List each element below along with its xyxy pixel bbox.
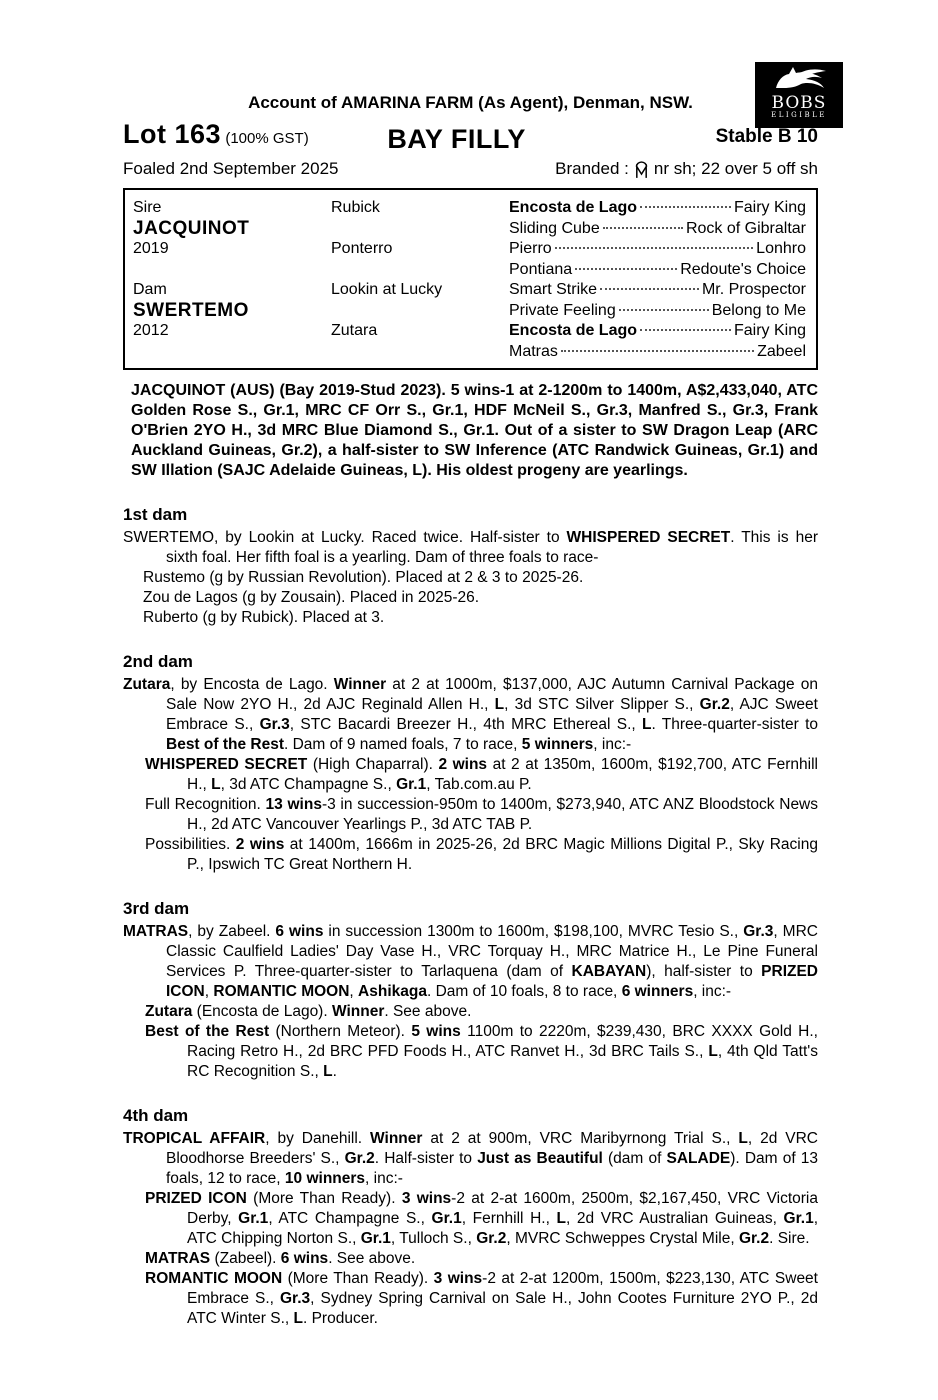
- sire-sire: Rubick: [331, 199, 380, 216]
- plain-text: , inc:-: [365, 1170, 403, 1187]
- dam-section: [123, 504, 818, 628]
- foaled-date: Foaled 2nd September 2025: [123, 158, 339, 178]
- emphasis-text: 10 winners: [284, 1170, 366, 1187]
- ancestor-parent-name: Fairy King: [733, 322, 806, 339]
- emphasis-text: Gr.1: [360, 1230, 391, 1247]
- sire-dam: Ponterro: [331, 240, 393, 257]
- emphasis-text: 3 wins: [401, 1190, 452, 1207]
- emphasis-text: Gr.2: [738, 1230, 770, 1247]
- pedigree-table: [123, 188, 818, 370]
- plain-text: (dam of: [602, 1150, 667, 1167]
- dotted-leader: [561, 350, 754, 352]
- branded-label: Branded :: [555, 158, 629, 178]
- plain-text: . Sire.: [769, 1230, 810, 1247]
- plain-text: -2 at 2-at 1200m, 1500m, $223,130, ATC Sweet Embrace S.,: [187, 1270, 818, 1307]
- pedigree-paragraph: [123, 1189, 818, 1249]
- emphasis-text: Ashikaga: [358, 983, 427, 1000]
- pedigree-gen3-row: [509, 301, 806, 322]
- pedigree-gen3-row: [509, 342, 806, 363]
- dotted-leader: [555, 247, 753, 249]
- plain-text: (Encosta de Lago).: [192, 1003, 332, 1020]
- emphasis-text: Gr.2: [344, 1150, 375, 1167]
- emphasis-text: L: [323, 1063, 333, 1080]
- pedigree-gen3-row: [509, 280, 806, 301]
- plain-text: Zou de Lagos (g by Zousain). Placed in 2025-26.: [143, 589, 480, 606]
- plain-text: , inc:-: [693, 983, 732, 1000]
- pedigree-paragraph: [123, 1129, 818, 1189]
- plain-text: (High Chaparral).: [307, 756, 439, 773]
- plain-text: , by Encosta de Lago.: [170, 676, 334, 693]
- emphasis-text: L: [494, 696, 505, 713]
- emphasis-text: ROMANTIC MOON: [145, 1270, 283, 1287]
- plain-text: , 3d ATC Champagne S.,: [220, 776, 397, 793]
- pedigree-col-subject: [133, 198, 331, 362]
- pedigree-gen3-row: [509, 219, 806, 240]
- emphasis-text: 5 winners: [521, 736, 594, 753]
- dam-section: [123, 1105, 818, 1329]
- plain-text: , inc:-: [593, 736, 632, 753]
- pedigree-paragraph: [123, 608, 818, 628]
- plain-text: , Sydney Spring Carnival on Sale H., John Cootes Furniture 2YO P., 2d ATC Winter S.,: [187, 1290, 818, 1327]
- plain-text: ). Dam of 13 foals, 12 to race,: [166, 1150, 819, 1187]
- foaled-row: [123, 158, 818, 179]
- emphasis-text: 3 wins: [433, 1270, 483, 1287]
- plain-text: Ruberto (g by Rubick). Placed at 3.: [143, 609, 385, 626]
- pedigree-gen3-row: [509, 321, 806, 342]
- emphasis-text: Best of the Rest: [145, 1023, 270, 1040]
- emphasis-text: MATRAS: [123, 923, 189, 940]
- emphasis-text: Gr.2: [699, 696, 730, 713]
- emphasis-text: JACQUINOT (AUS) (Bay 2019-Stud 2023). 5 wins-1 at 2-1200m to 1400m, A$2,433,040, ATC Golden Rose S., Gr.1, MRC CF Orr S., Gr.1, HDF McNeil S., Gr.3, Manfred S., Gr.3, Frank O'Brien 2YO H., 3d MRC Blue Diamond S., Gr.1. Out of a sister to SW Dragon Leap (ARC Auckland Guineas, Gr.2), a half-sister to SW Inference (ATC Randwick Guineas, Gr.1) and SW Illation (SAJC Adelaide Guineas, L). His oldest progeny are yearlings.: [131, 382, 818, 479]
- emphasis-text: 6 wins: [275, 923, 324, 940]
- ancestor-name: Smart Strike: [509, 281, 598, 298]
- plain-text: at 2 at 1000m, $137,000, AJC Autumn Carnival Package on Sale Now 2YO H., 2d AJC Reginald Allen H.,: [166, 676, 818, 713]
- plain-text: , MRC Classic Caulfield Ladies' Day Vase H., VRC Torquay H., MRC Matrice H., Le Pine Funeral Services P. Three-quarter-sister to Tarlaquena (dam of: [166, 923, 818, 980]
- sire-label: Sire: [133, 199, 162, 216]
- dotted-leader: [640, 206, 731, 208]
- pedigree-gen3-row: [509, 260, 806, 281]
- pedigree-gen3-row: [509, 198, 806, 219]
- emphasis-text: Gr.1: [396, 776, 427, 793]
- dam-section: [123, 651, 818, 875]
- plain-text: , by Zabeel.: [188, 923, 276, 940]
- plain-text: -2 at 2-at 1600m, 2500m, $2,167,450, VRC Victoria Derby,: [187, 1190, 818, 1227]
- plain-text: . Half-sister to: [374, 1150, 478, 1167]
- emphasis-text: L: [708, 1043, 718, 1060]
- emphasis-text: PRIZED ICON: [145, 1190, 247, 1207]
- ancestor-name: Private Feeling: [509, 301, 616, 319]
- emphasis-text: 6 wins: [280, 1250, 329, 1267]
- branded-text: nr sh; 22 over 5 off sh: [653, 158, 818, 178]
- dam-section: [123, 898, 818, 1082]
- emphasis-text: L: [642, 716, 652, 733]
- plain-text: ,: [349, 983, 359, 1000]
- horse-sex-title: BAY FILLY: [387, 124, 526, 154]
- dam-label: Dam: [133, 281, 167, 298]
- ancestor-name: Matras: [509, 342, 558, 360]
- emphasis-text: Gr.1: [431, 1210, 462, 1227]
- plain-text: . See above.: [328, 1250, 416, 1267]
- emphasis-text: 2 wins: [235, 836, 285, 853]
- sire-summary: [131, 381, 818, 481]
- plain-text: . Dam of 9 named foals, 7 to race,: [284, 736, 522, 753]
- dam-sections: [123, 504, 818, 1329]
- plain-text: .: [332, 1063, 337, 1080]
- pedigree-gen3-row: [509, 239, 806, 260]
- dotted-leader: [619, 309, 709, 311]
- section-heading: 2nd dam: [123, 652, 193, 671]
- plain-text: , Tab.com.au P.: [426, 776, 532, 793]
- plain-text: (More Than Ready).: [282, 1270, 434, 1287]
- emphasis-text: 2 wins: [438, 756, 488, 773]
- lot-number: Lot 163: [123, 119, 222, 149]
- plain-text: at 2 at 900m, VRC Maribyrnong Trial S.,: [422, 1130, 739, 1147]
- ancestor-parent-name: Lonhro: [756, 240, 806, 257]
- emphasis-text: Zutara: [123, 676, 171, 693]
- pedigree-paragraph: [123, 795, 818, 835]
- emphasis-text: Winner: [370, 1130, 423, 1147]
- emphasis-text: Gr.3: [259, 716, 290, 733]
- section-heading: 4th dam: [123, 1106, 189, 1125]
- emphasis-text: L: [556, 1210, 566, 1227]
- emphasis-text: Zutara: [145, 1003, 193, 1020]
- bobs-logo-subtitle: ELIGIBLE: [771, 111, 827, 119]
- pedigree-paragraph: [123, 755, 818, 795]
- emphasis-text: Gr.1: [783, 1210, 814, 1227]
- emphasis-text: WHISPERED SECRET: [566, 529, 731, 546]
- plain-text: , by Danehill.: [265, 1130, 371, 1147]
- emphasis-text: Gr.1: [238, 1210, 269, 1227]
- pedigree-paragraph: [123, 1022, 818, 1082]
- ancestor-name: Encosta de Lago: [509, 322, 638, 339]
- emphasis-text: ROMANTIC MOON: [213, 983, 350, 1000]
- pedigree-paragraph: [123, 568, 818, 588]
- ancestor-name: Pontiana: [509, 260, 573, 278]
- plain-text: at 1400m, 1666m in 2025-26, 2d BRC Magic Millions Digital P., Sky Racing P., Ipswich TC Great Northern H.: [187, 836, 818, 873]
- pedigree-col-gen2: [331, 198, 509, 362]
- emphasis-text: 13 wins: [265, 796, 322, 813]
- dam-sire: Lookin at Lucky: [331, 281, 443, 298]
- bobs-logo-title: BOBS: [771, 93, 827, 113]
- plain-text: (More Than Ready).: [246, 1190, 402, 1207]
- account-line: Account of AMARINA FARM (As Agent), Denman, NSW.: [248, 93, 693, 112]
- emphasis-text: Gr.3: [280, 1290, 311, 1307]
- plain-text: , 2d VRC Australian Guineas,: [566, 1210, 784, 1227]
- plain-text: ), half-sister to: [646, 963, 762, 980]
- plain-text: , ATC Champagne S.,: [268, 1210, 432, 1227]
- plain-text: -3 in succession-950m to 1400m, $273,940, ATC ANZ Bloodstock News H., 2d ATC Vancouver Yearlings P., 3d ATC TAB P.: [187, 796, 819, 833]
- dotted-leader: [640, 329, 731, 331]
- emphasis-text: L: [211, 776, 221, 793]
- emphasis-text: Winner: [331, 1003, 385, 1020]
- emphasis-text: Gr.2: [476, 1230, 507, 1247]
- pedigree-paragraph: [123, 922, 818, 1002]
- pedigree-col-gen3: [509, 198, 806, 362]
- plain-text: ,: [204, 983, 214, 1000]
- ancestor-name: Sliding Cube: [509, 219, 600, 237]
- pedigree-paragraph: [123, 528, 818, 568]
- pedigree-paragraph: [123, 835, 818, 875]
- section-heading: 3rd dam: [123, 899, 190, 918]
- ancestor-name: Encosta de Lago: [509, 199, 638, 216]
- ancestor-name: Pierro: [509, 240, 552, 257]
- lot-row: [123, 119, 818, 154]
- stable-location: Stable B 10: [715, 126, 818, 147]
- ancestor-parent-name: Fairy King: [733, 199, 806, 216]
- ancestor-parent-name: Mr. Prospector: [701, 281, 806, 298]
- emphasis-text: SALADE: [666, 1150, 731, 1167]
- pedigree-paragraph: [123, 588, 818, 608]
- emphasis-text: Winner: [333, 676, 387, 693]
- plain-text: 1100m to 2220m, $239,430, BRC XXXX Gold H., Racing Retro H., 2d BRC PFD Foods H., ATC Ranvet H., 3d BRC Tails S.,: [187, 1023, 818, 1060]
- plain-text: , STC Bacardi Breezer H., 4th MRC Ethereal S.,: [289, 716, 642, 733]
- plain-text: , AJC Sweet Embrace S.,: [166, 696, 818, 733]
- emphasis-text: L: [738, 1130, 748, 1147]
- sire-name: JACQUINOT: [133, 217, 250, 239]
- emphasis-text: Gr.3: [743, 923, 774, 940]
- plain-text: , Fernhill H.,: [461, 1210, 557, 1227]
- plain-text: Rustemo (g by Russian Revolution). Placed at 2 & 3 to 2025-26.: [143, 569, 584, 586]
- ancestor-parent-name: Rock of Gibraltar: [685, 219, 806, 237]
- emphasis-text: Just as Beautiful: [477, 1150, 603, 1167]
- pedigree-paragraph: [123, 1269, 818, 1329]
- brand-mark-icon: [634, 158, 649, 179]
- dotted-leader: [603, 227, 683, 229]
- dotted-leader: [575, 268, 677, 270]
- dotted-leader: [600, 288, 699, 290]
- emphasis-text: MATRAS: [145, 1250, 211, 1267]
- ancestor-parent-name: Zabeel: [757, 342, 806, 360]
- plain-text: , 4th Qld Tatt's RC Recognition S.,: [187, 1043, 818, 1080]
- emphasis-text: PRIZED ICON: [166, 963, 818, 1000]
- gst-note: (100% GST): [225, 130, 309, 147]
- brand-description: [555, 158, 818, 179]
- plain-text: , 2d VRC Bloodhorse Breeders' S.,: [166, 1130, 818, 1167]
- plain-text: . This is her sixth foal. Her fifth foal is a yearling. Dam of three foals to race-: [166, 529, 818, 566]
- plain-text: , Tulloch S.,: [390, 1230, 477, 1247]
- section-heading: 1st dam: [123, 505, 188, 524]
- plain-text: in succession 1300m to 1600m, $198,100, MVRC Tesio S.,: [323, 923, 744, 940]
- dam-dam: Zutara: [331, 322, 378, 339]
- plain-text: . Three-quarter-sister to: [651, 716, 818, 733]
- plain-text: (Zabeel).: [210, 1250, 281, 1267]
- plain-text: , MVRC Schweppes Crystal Mile,: [506, 1230, 739, 1247]
- sire-year: 2019: [133, 240, 169, 257]
- pedigree-paragraph: [123, 1002, 818, 1022]
- emphasis-text: TROPICAL AFFAIR: [123, 1130, 266, 1147]
- plain-text: (Northern Meteor).: [269, 1023, 412, 1040]
- horse-head-icon: [770, 65, 828, 89]
- plain-text: at 2 at 1350m, 1600m, $192,700, ATC Fernhill H.,: [187, 756, 818, 793]
- plain-text: . See above.: [384, 1003, 472, 1020]
- ancestor-parent-name: Redoute's Choice: [680, 260, 806, 278]
- plain-text: , ATC Chipping Norton S.,: [187, 1210, 819, 1247]
- emphasis-text: KABAYAN: [571, 963, 647, 980]
- emphasis-text: WHISPERED SECRET: [145, 756, 308, 773]
- plain-text: Full Recognition.: [145, 796, 266, 813]
- emphasis-text: Best of the Rest: [166, 736, 284, 753]
- dam-name: SWERTEMO: [133, 299, 249, 321]
- pedigree-paragraph: [123, 675, 818, 755]
- plain-text: . Producer.: [302, 1310, 378, 1327]
- pedigree-paragraph: [123, 1249, 818, 1269]
- plain-text: Possibilities.: [145, 836, 236, 853]
- emphasis-text: 5 wins: [411, 1023, 461, 1040]
- dam-year: 2012: [133, 322, 169, 339]
- emphasis-text: 6 winners: [621, 983, 694, 1000]
- plain-text: , 3d STC Silver Slipper S.,: [504, 696, 700, 713]
- lot-left: [123, 119, 309, 149]
- ancestor-parent-name: Belong to Me: [711, 301, 806, 319]
- emphasis-text: L: [293, 1310, 303, 1327]
- plain-text: SWERTEMO, by Lookin at Lucky. Raced twice. Half-sister to: [123, 529, 567, 546]
- plain-text: . Dam of 10 foals, 8 to race,: [426, 983, 622, 1000]
